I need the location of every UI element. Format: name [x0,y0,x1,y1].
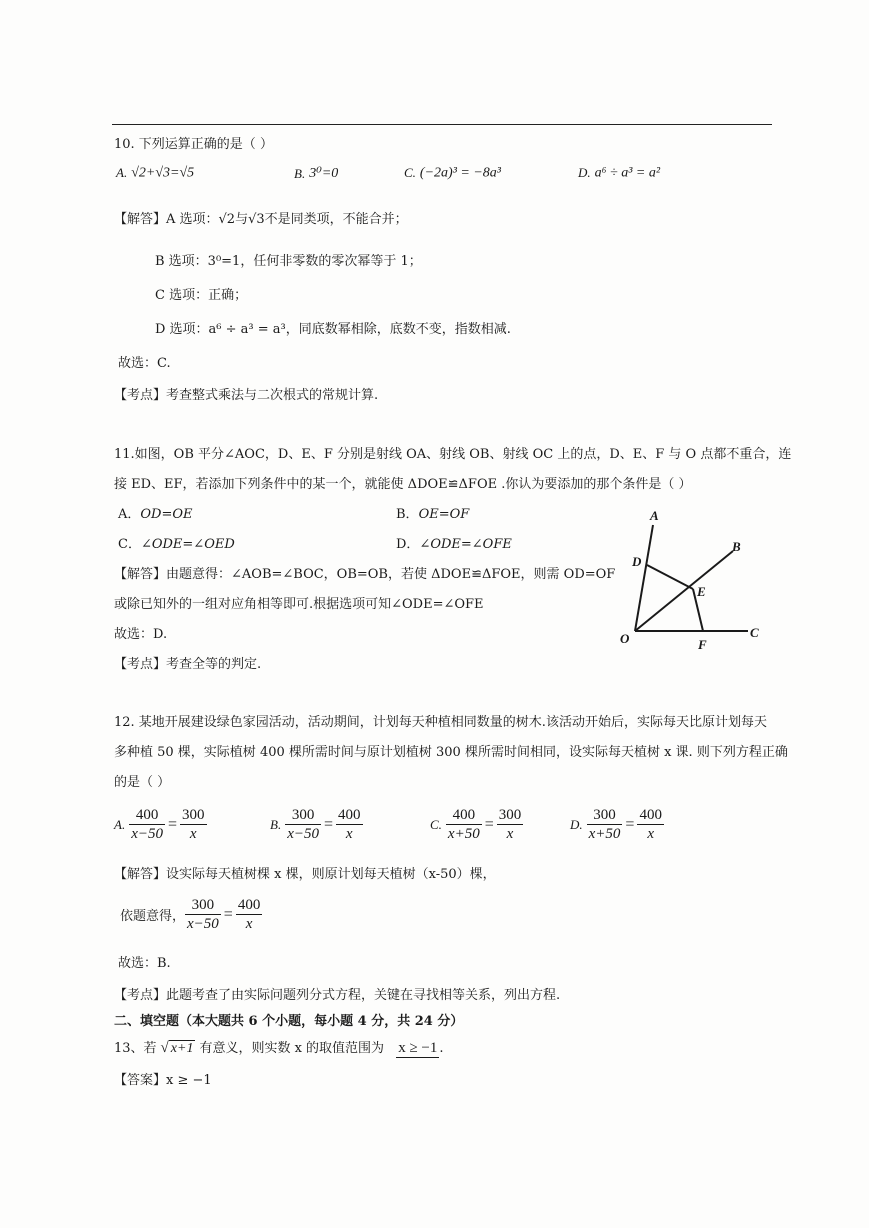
q11-stem-line2: 接 ED、EF，若添加下列条件中的某一个，就能使 ΔDOE≌ΔFOE .你认为要添加的那个条件是（ ） [114,477,692,492]
label-f: F [698,637,707,652]
q11-option-a-label: A． [118,507,141,522]
q10-option-a-expr: √2+√3=√5 [131,165,195,181]
q12-stem-line1: 12. 某地开展建设绿色家园活动，活动期间，计划每天种植相同数量的树木.该活动开始后，实际每天比原计划每天 [114,715,767,730]
q11-option-d[interactable] [396,533,512,552]
q13-stem-suffix: 有意义，则实数 x 的取值范围为 [199,1041,385,1056]
fraction-numerator: 400 [639,807,662,823]
q11-solution-line2: 或除已知外的一组对应角相等即可.根据选项可知∠ODE=∠OFE [114,597,484,612]
q12-stem-line2: 多种植 50 棵，实际植树 400 棵所需时间与原计划植树 300 棵所需时间相同，设实际每天植树 x 课. 则下列方程正确 [114,745,788,760]
q12-solution-equation: 依题意得， $\frac{300}{x-50}$ = $\frac{400}{x}$ [120,897,261,932]
q12-option-b-label: B. [270,816,282,832]
q11-option-b-label: B． [396,507,419,522]
fraction-denominator: x [245,916,253,932]
q11-option-c-label: C． [118,537,141,552]
section-2-heading: 二、填空题（本大题共 6 个小题，每小题 4 分，共 24 分） [114,1014,464,1029]
q12-stem-line3: 的是（ ） [114,775,171,790]
q13-stem-prefix: 13、若 [114,1041,157,1056]
q13-radicand: x+1 [170,1041,194,1056]
q11-option-c-text: ∠ODE=∠OED [140,537,235,552]
label-b: B [732,539,741,554]
q11-point: 【考点】考查全等的判定. [114,657,262,672]
q10-option-c-label: C. [404,165,416,180]
label-e: E [697,584,706,599]
q12-option-a[interactable]: A. $\frac{400}{x-50}$ = $\frac{300}{x}$ [114,807,205,842]
fraction-numerator: 300 [498,807,522,823]
q13-stem [114,1037,444,1058]
fraction-numerator: 300 [185,896,221,915]
q13-period: . [439,1041,444,1056]
q10-option-c[interactable] [404,165,501,182]
q12-solution-right-fraction [236,896,263,933]
fraction-denominator: x−50 [131,826,163,842]
fraction-denominator: x−50 [187,916,219,932]
q10-option-d-label: D. [578,165,591,180]
fraction-numerator: 400 [237,897,261,913]
q12-option-d-label: D. [570,816,583,832]
q12-solution-left-fraction [185,896,221,933]
q12-option-a-label: A. [114,816,126,832]
fraction-denominator: x [506,826,514,842]
q12-solution-line1: 【解答】设实际每天植树棵 x 棵，则原计划每天植树（x-50）棵， [114,867,496,882]
q10-solution-d: D 选项：a⁶ ÷ a³ = a³，同底数幂相除，底数不变，指数相减. [155,322,511,337]
q12-a-right-fraction [180,806,207,843]
q13-answer: 【答案】x ≥ −1 [114,1073,212,1088]
q10-solution-a: 【解答】A 选项：√2与√3不是同类项，不能合并； [114,212,408,227]
q13-answer-blank[interactable]: x ≥ −1 [398,1040,438,1056]
q10-solution-b: B 选项：3⁰=1，任何非零数的零次幂等于 1； [155,254,422,269]
fraction-numerator: 300 [285,806,321,825]
fraction-denominator: x−50 [287,826,319,842]
label-a: A [650,508,659,523]
q11-choose: 故选：D. [114,627,168,642]
q12-b-left-fraction [285,806,321,843]
ray-ob [635,551,733,631]
q12-d-right-fraction [637,806,664,843]
fraction-numerator: 400 [129,806,165,825]
label-d: D [632,554,642,569]
q11-option-a-text: OD=OE [140,507,193,522]
q10-option-d-expr: a⁶ ÷ a³ = a² [594,165,661,181]
q10-option-b-label: B. [294,165,306,181]
q10-stem: 10. 下列运算正确的是（ ） [114,137,273,152]
q12-a-left-fraction [129,806,165,843]
q11-option-d-label: D． [396,537,420,552]
q12-c-right-fraction [497,806,524,843]
q10-option-b[interactable] [294,165,338,182]
q12-point: 【考点】此题考查了由实际问题列分式方程，关键在寻找相等关系，列出方程. [114,988,561,1003]
q12-option-b[interactable]: B. $\frac{300}{x-50}$ = $\frac{400}{x}$ [270,807,361,842]
q11-option-d-text: ∠ODE=∠OFE [419,537,512,552]
q10-option-d[interactable] [578,165,660,182]
q12-c-left-fraction [446,806,482,843]
fraction-denominator: x [189,826,197,842]
q11-option-a[interactable] [118,503,193,522]
q11-option-c[interactable] [118,533,235,552]
q12-solution-prefix: 依题意得， [120,909,186,924]
q11-option-b-text: OE=OF [418,507,470,522]
q11-solution-line1: 【解答】由题意得：∠AOB=∠BOC，OB=OB，若使 ΔDOE≌ΔFOE，则需 OD=OF [114,567,616,582]
q10-option-c-expr: (−2a)³ = −8a³ [419,165,501,181]
fraction-denominator: x [345,826,353,842]
q12-d-left-fraction [587,806,623,843]
q10-option-b-expr: 3⁰=0 [309,166,339,181]
fraction-denominator: x [647,826,655,842]
q10-option-a-label: A. [116,165,128,180]
q12-choose: 故选：B. [118,956,171,971]
q12-option-c-label: C. [430,816,442,832]
radical-sign: √ [160,1040,169,1056]
fraction-denominator: x+50 [447,826,480,842]
q11-option-b[interactable] [396,503,469,522]
q11-stem-line1: 11.如图，OB 平分∠AOC，D、E、F 分别是射线 OA、射线 OB、射线 OC 上的点，D、E、F 与 O 点都不重合，连 [114,447,792,462]
label-o: O [620,631,630,646]
fraction-denominator: x+50 [588,826,621,842]
q10-point: 【考点】考查整式乘法与二次根式的常规计算. [114,388,379,403]
header-rule [112,124,772,125]
segment-de [647,565,693,589]
q10-solution-c: C 选项：正确； [155,288,248,303]
q12-b-right-fraction [336,806,363,843]
q10-option-a[interactable] [116,165,194,182]
fraction-numerator: 400 [338,807,361,823]
label-c: C [750,625,759,640]
fraction-numerator: 300 [587,806,623,825]
q12-option-d[interactable]: D. $\frac{300}{x+50}$ = $\frac{400}{x}$ [570,807,662,842]
fraction-numerator: 300 [182,807,205,823]
q12-option-c[interactable]: C. $\frac{400}{x+50}$ = $\frac{300}{x}$ [430,807,522,842]
q10-choose: 故选：C. [118,356,171,371]
q11-geometry-figure [610,505,770,655]
ray-oa [635,525,653,631]
fraction-numerator: 400 [446,806,482,825]
